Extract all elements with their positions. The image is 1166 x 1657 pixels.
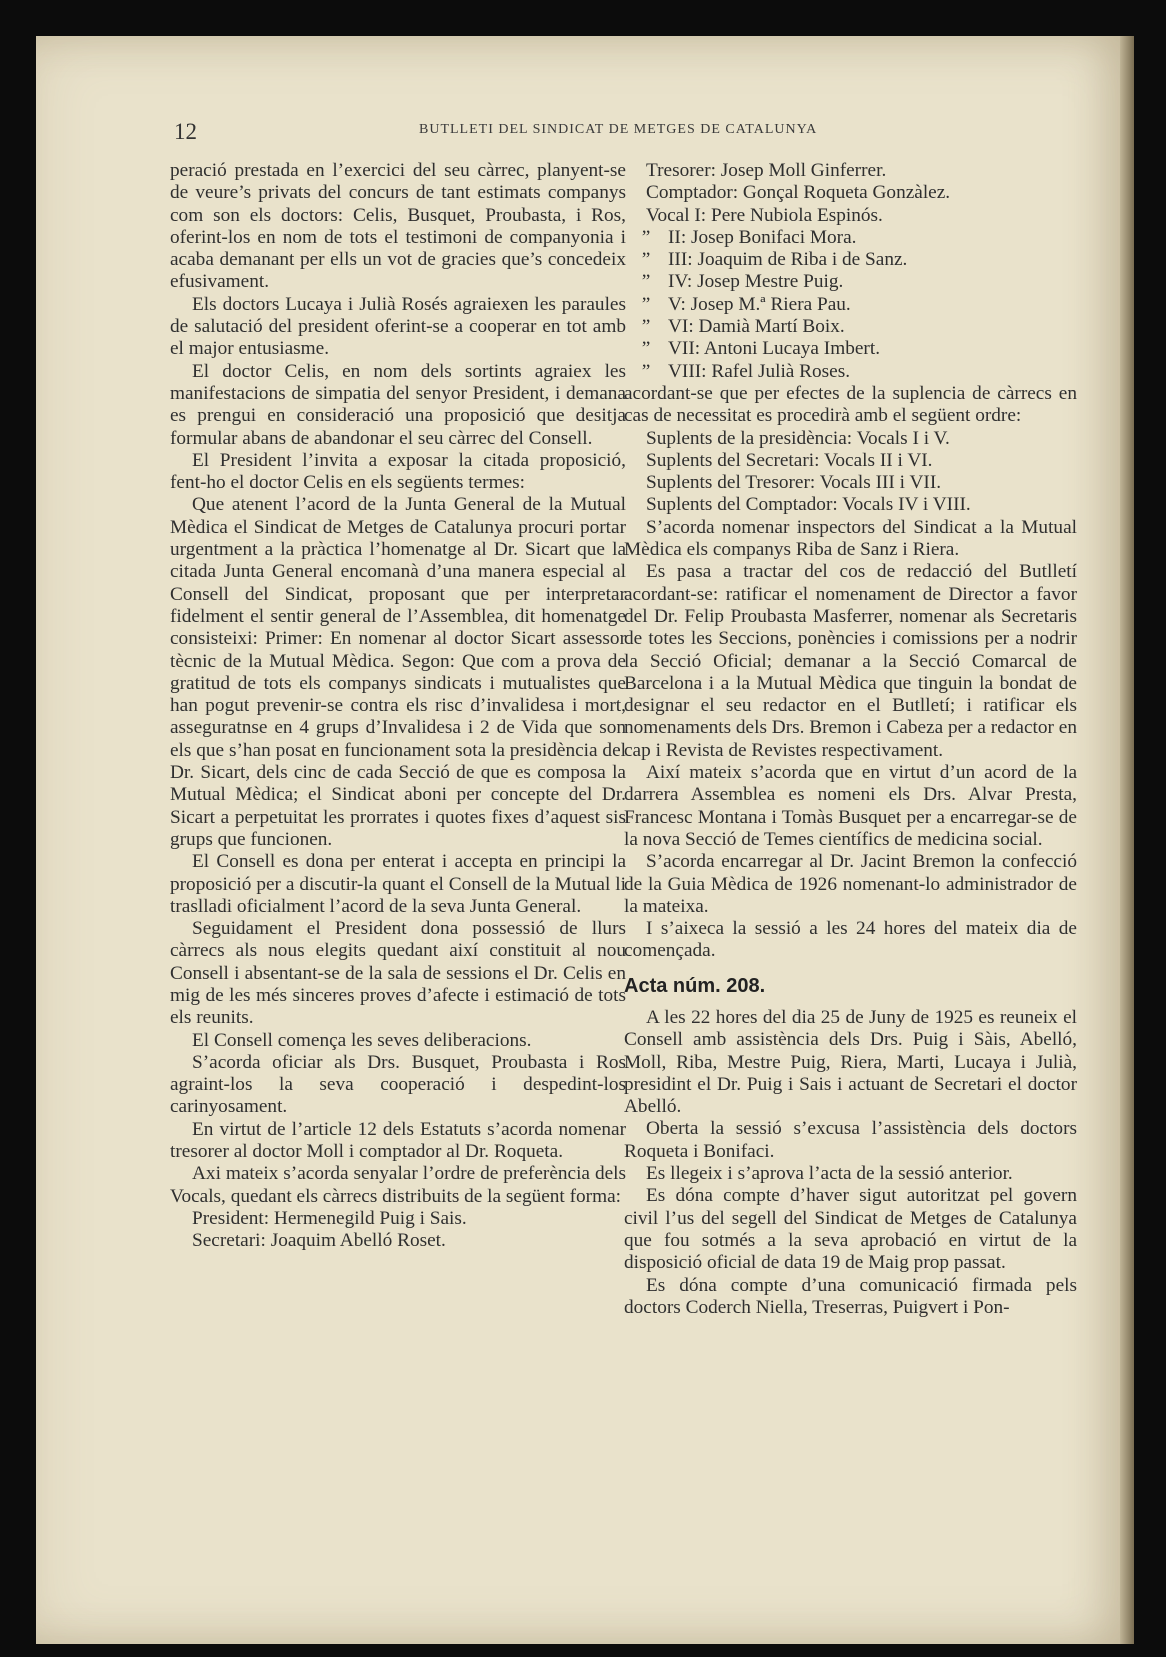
paragraph: S’acorda oficiar als Drs. Busquet, Proubasta i Ros agraint-los la seva cooperació i despedint-los carinyosament. xyxy=(170,1051,626,1118)
vocal-line xyxy=(624,361,1077,383)
substitute-line: Suplents del Secretari: Vocals II i VI. xyxy=(646,449,933,471)
officer-line: President: Hermenegild Puig i Sais. xyxy=(192,1207,467,1229)
paragraph: Oberta la sessió s’excusa l’assistència dels doctors Roqueta i Bonifaci. xyxy=(624,1118,1077,1162)
vocal-text: II: Josep Bonifaci Mora. xyxy=(668,226,857,248)
vocal-line xyxy=(624,271,1077,293)
vocal-text: III: Joaquim de Riba i de Sanz. xyxy=(668,249,908,271)
paragraph: Es llegeix i s’aprova l’acta de la sessió anterior. xyxy=(646,1163,1013,1185)
paragraph: acordant-se que per efectes de la suplencia de càrrecs en cas de necessitat es procedirà amb el següent ordre: xyxy=(624,382,1077,427)
paragraph: El Consell es dona per enterat i accepta en principi la proposició per a discutir-la quant el Consell de la Mutual li traslladi oficialment l’acord de la seva Junta General. xyxy=(170,851,626,917)
officer-line: Tresorer: Josep Moll Ginferrer. xyxy=(646,160,887,181)
vocal-text: VII: Antoni Lucaya Imbert. xyxy=(668,338,881,360)
officers-list xyxy=(624,160,1077,227)
ditto-mark: ” xyxy=(641,293,651,315)
running-title: BUTLLETI DEL SINDICAT DE METGES DE CATALUNYA xyxy=(419,122,818,137)
right-column xyxy=(624,160,1077,1319)
paragraph: En virtut de l’article 12 dels Estatuts s’acorda nomenar tresorer al doctor Moll i comptador al Dr. Roqueta. xyxy=(170,1118,626,1163)
paragraph: Es dóna compte d’una comunicació firmada pels doctors Coderch Niella, Treserras, Puigvert i Pon- xyxy=(624,1274,1077,1318)
vocal-text: VI: Damià Martí Boix. xyxy=(668,316,845,338)
paragraph: A les 22 hores del dia 25 de Juny de 1925 es reuneix el Consell amb assistència dels Drs. Puig i Sàis, Abelló, Moll, Riba, Mestre Puig, Riera, Marti, Lucaya i Julià, presidint el Dr. Puig i Sais i actuant de Secretari el doctor Abelló. xyxy=(624,1006,1077,1118)
vocal-line xyxy=(624,316,1077,338)
vocal-text: VIII: Rafel Julià Roses. xyxy=(668,360,851,382)
paragraph: peració prestada en l’exercici del seu càrrec, planyent-se de veure’s privats del concurs de tant estimats companys com son els doctors: Celis, Busquet, Proubasta, i Ros, oferint-los en nom de tots el testimoni de companyonia i acaba demanant per ells un vot de gracies que’s concedeix efusivament. xyxy=(170,160,626,293)
paragraph: Es dóna compte d’haver sigut autoritzat pel govern civil l’us del segell del Sindicat de Metges de Catalunya que fou sotmés a la seva aprobació en virtut de la disposició oficial de data 19 de Maig prop passat. xyxy=(624,1185,1077,1274)
substitute-line: Suplents del Tresorer: Vocals III i VII. xyxy=(646,472,942,494)
vocal-text: IV: Josep Mestre Puig. xyxy=(668,271,844,293)
ditto-mark: ” xyxy=(641,316,651,338)
vocal-line xyxy=(624,227,1077,249)
ditto-mark: ” xyxy=(641,338,651,360)
officer-line: Secretari: Joaquim Abelló Roset. xyxy=(192,1230,446,1252)
paragraph: Així mateix s’acorda que en virtut d’un acord de la darrera Assemblea es nomeni els Drs. Alvar Presta, Francesc Montana i Tomàs Busquet per a encarregar-se de la nova Secció de Temes científics de medicina social. xyxy=(624,762,1077,850)
vocal-line xyxy=(624,249,1077,271)
paragraph: S’acorda nomenar inspectors del Sindicat a la Mutual Mèdica els companys Riba de Sanz i Riera. xyxy=(624,516,1077,561)
ditto-mark: ” xyxy=(641,226,651,248)
paragraph: S’acorda encarregar al Dr. Jacint Bremon la confecció de la Guia Mèdica de 1926 nomenant-lo administrador de la mateixa. xyxy=(624,851,1077,917)
section-heading: Acta núm. 208. xyxy=(624,974,766,997)
ditto-mark: ” xyxy=(641,249,651,271)
page-number: 12 xyxy=(174,119,197,144)
officers-list xyxy=(170,1208,626,1253)
paragraph: Que atenent l’acord de la Junta General de la Mutual Mèdica el Sindicat de Metges de Catalunya procuri portar urgentment a la pràctica l’homenatge al Dr. Sicart que la citada Junta General encomanà d’una manera especial al Consell del Sindicat, proposant que per interpretar fidelment el sentir general de l’Assemblea, dit homenatge consisteixi: Primer: En nomenar al doctor Sicart assessor tècnic de la Mutual Mèdica. Segon: Que com a prova de gratitud de tots els companys sindicats i mutualistes que han pogut prevenir-se contra els risc d’invalidesa i mort, asseguratnse en 4 grups d’Invalidesa i 2 de Vida que son els que s’han posat en funcionament sota la presidència del Dr. Sicart, dels cinc de cada Secció de que es composa la Mutual Mèdica; el Sindicat aboni per concepte del Dr. Sicart a perpetuitat les prorrates i quotes fixes d’aquest sis grups que funcionen. xyxy=(170,494,626,850)
substitute-line: Suplents de la presidència: Vocals I i V. xyxy=(646,427,950,449)
officer-line: Comptador: Gonçal Roqueta Gonzàlez. xyxy=(646,182,951,204)
paragraph: Els doctors Lucaya i Julià Rosés agraiexen les paraules de salutació del president oferint-se a cooperar en tot amb el major entusiasme. xyxy=(170,293,626,360)
paragraph: El President l’invita a exposar la citada proposició, fent-ho el doctor Celis en els següents termes: xyxy=(170,449,626,494)
left-column xyxy=(170,160,626,1253)
paragraph: El doctor Celis, en nom dels sortints agraiex les manifestacions de simpatia del senyor President, i demana es prengui en consideració una proposició que desitja formular abans de abandonar el seu càrrec del Consell. xyxy=(170,360,626,449)
page-edge xyxy=(1120,36,1134,1644)
paragraph: Axi mateix s’acorda senyalar l’ordre de preferència dels Vocals, quedant els càrrecs distribuits de la següent forma: xyxy=(170,1163,626,1207)
paragraph: Es pasa a tractar del cos de redacció del Butlletí acordant-se: ratificar el nomenament de Director a favor del Dr. Felip Proubasta Masferrer, nomenar als Secretaris de totes les Seccions, ponències i comissions per a nodrir la Secció Oficial; demanar a la Secció Comarcal de Barcelona i a la Mutual Mèdica que tinguin la bondat de designar el seu redactor en el Butlletí; i ratificar els nomenaments dels Drs. Bremon i Cabeza per a redactor en cap i Revista de Revistes respectivament. xyxy=(624,561,1077,761)
ditto-mark: ” xyxy=(641,271,651,293)
vocal-text: V: Josep M.ª Riera Pau. xyxy=(668,293,851,315)
document-page xyxy=(36,36,1134,1644)
vocals-list xyxy=(624,227,1077,383)
paragraph: El Consell comença les seves deliberacions. xyxy=(192,1029,532,1051)
ditto-mark: ” xyxy=(641,360,651,382)
substitutes-list xyxy=(624,428,1077,517)
paragraph: I s’aixeca la sessió a les 24 hores del mateix dia de començada. xyxy=(624,918,1077,962)
vocal-line xyxy=(624,294,1077,316)
officer-line: Vocal I: Pere Nubiola Espinós. xyxy=(646,204,883,226)
vocal-line xyxy=(624,338,1077,360)
substitute-line: Suplents del Comptador: Vocals IV i VIII. xyxy=(646,494,971,516)
paragraph: Seguidament el President dona possessió de llurs càrrecs als nous elegits quedant així constituit al nou Consell i absentant-se de la sala de sessions el Dr. Celis en mig de les més sinceres proves d’afecte i estimació de tots els reunits. xyxy=(170,918,626,1029)
